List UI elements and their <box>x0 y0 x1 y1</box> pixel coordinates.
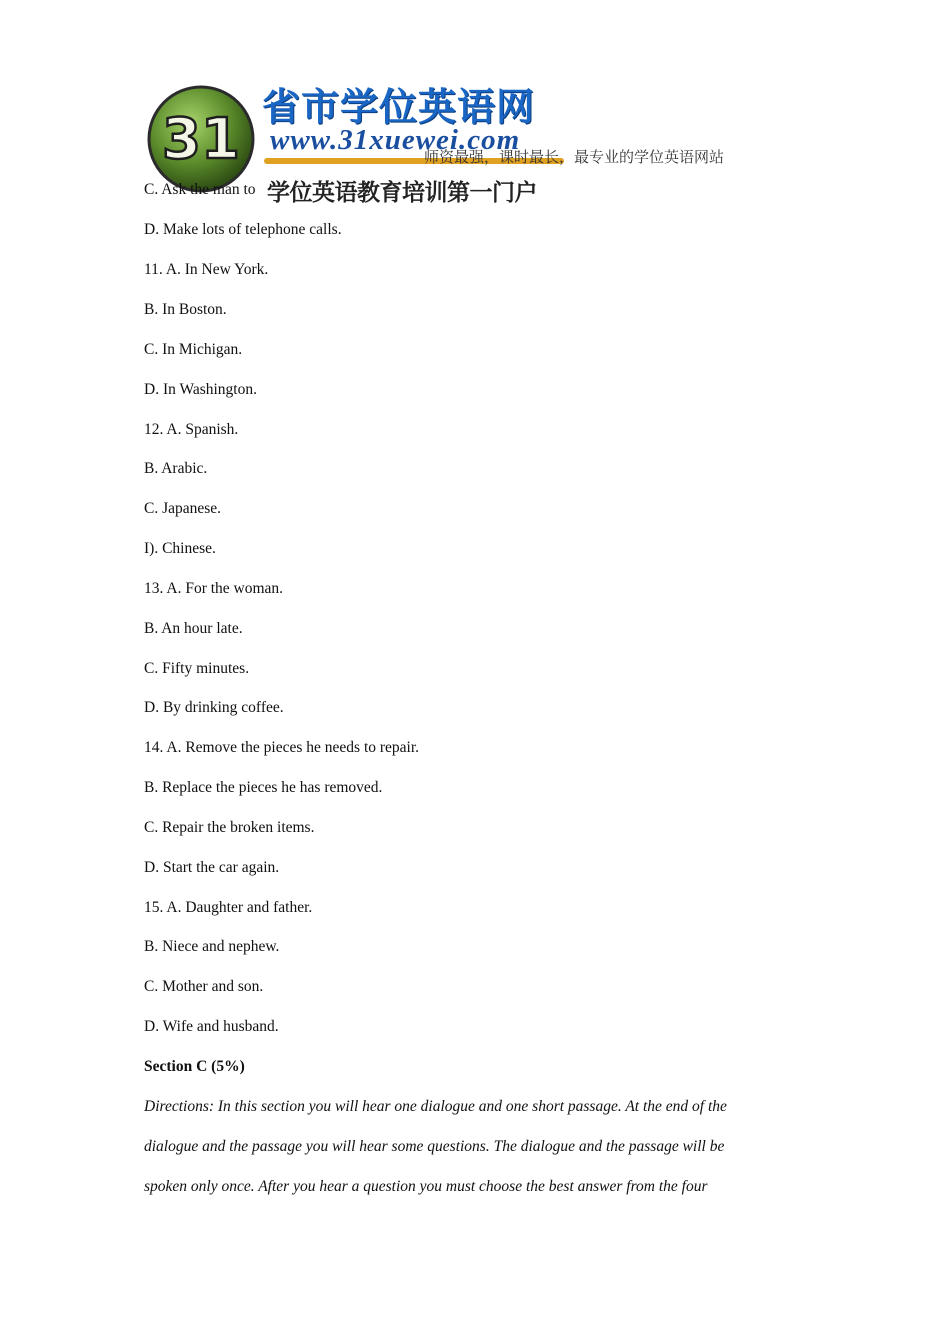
question-line: 11. A. In New York. <box>144 261 269 278</box>
option-line: C. Japanese. <box>144 500 222 517</box>
option-line: B. Replace the pieces he has removed. <box>144 779 383 796</box>
option-line: C. Fifty minutes. <box>144 660 250 677</box>
question-line: 13. A. For the woman. <box>144 580 284 597</box>
option-line: I). Chinese. <box>144 540 216 557</box>
logo-url: www.31xuewei.com <box>270 124 521 156</box>
option-line: B. In Boston. <box>144 301 227 318</box>
question-line: 15. A. Daughter and father. <box>144 899 313 916</box>
question-line: 12. A. Spanish. <box>144 421 239 438</box>
option-line: D. Start the car again. <box>144 859 280 876</box>
option-line: C. Ask the man to <box>144 181 256 198</box>
option-line: D. Wife and husband. <box>144 1018 279 1035</box>
option-line: D. In Washington. <box>144 381 257 398</box>
logo-number: 31 <box>162 107 240 172</box>
logo-slogan: 学位英语教育培训第一门户 <box>267 180 537 206</box>
directions-line: spoken only once. After you hear a question you must choose the best answer from the four <box>144 1178 708 1195</box>
option-line: B. An hour late. <box>144 620 243 637</box>
option-line: B. Arabic. <box>144 460 208 477</box>
header-tagline: 师资最强，课时最长，最专业的学位英语网站 <box>424 148 725 166</box>
option-line: C. Mother and son. <box>144 978 264 995</box>
logo-title: 省市学位英语网 <box>262 85 536 129</box>
option-line: D. By drinking coffee. <box>144 699 284 716</box>
logo-31-badge <box>146 84 256 194</box>
option-line: C. In Michigan. <box>144 341 243 358</box>
directions-line: dialogue and the passage you will hear some questions. The dialogue and the passage will be <box>144 1138 725 1155</box>
option-line: C. Repair the broken items. <box>144 819 315 836</box>
directions-line: Directions: In this section you will hear one dialogue and one short passage. At the end of the <box>144 1098 727 1115</box>
option-line: B. Niece and nephew. <box>144 938 280 955</box>
question-line: 14. A. Remove the pieces he needs to repair. <box>144 739 420 756</box>
option-line: D. Make lots of telephone calls. <box>144 221 342 238</box>
section-heading: Section C (5%) <box>144 1058 245 1075</box>
